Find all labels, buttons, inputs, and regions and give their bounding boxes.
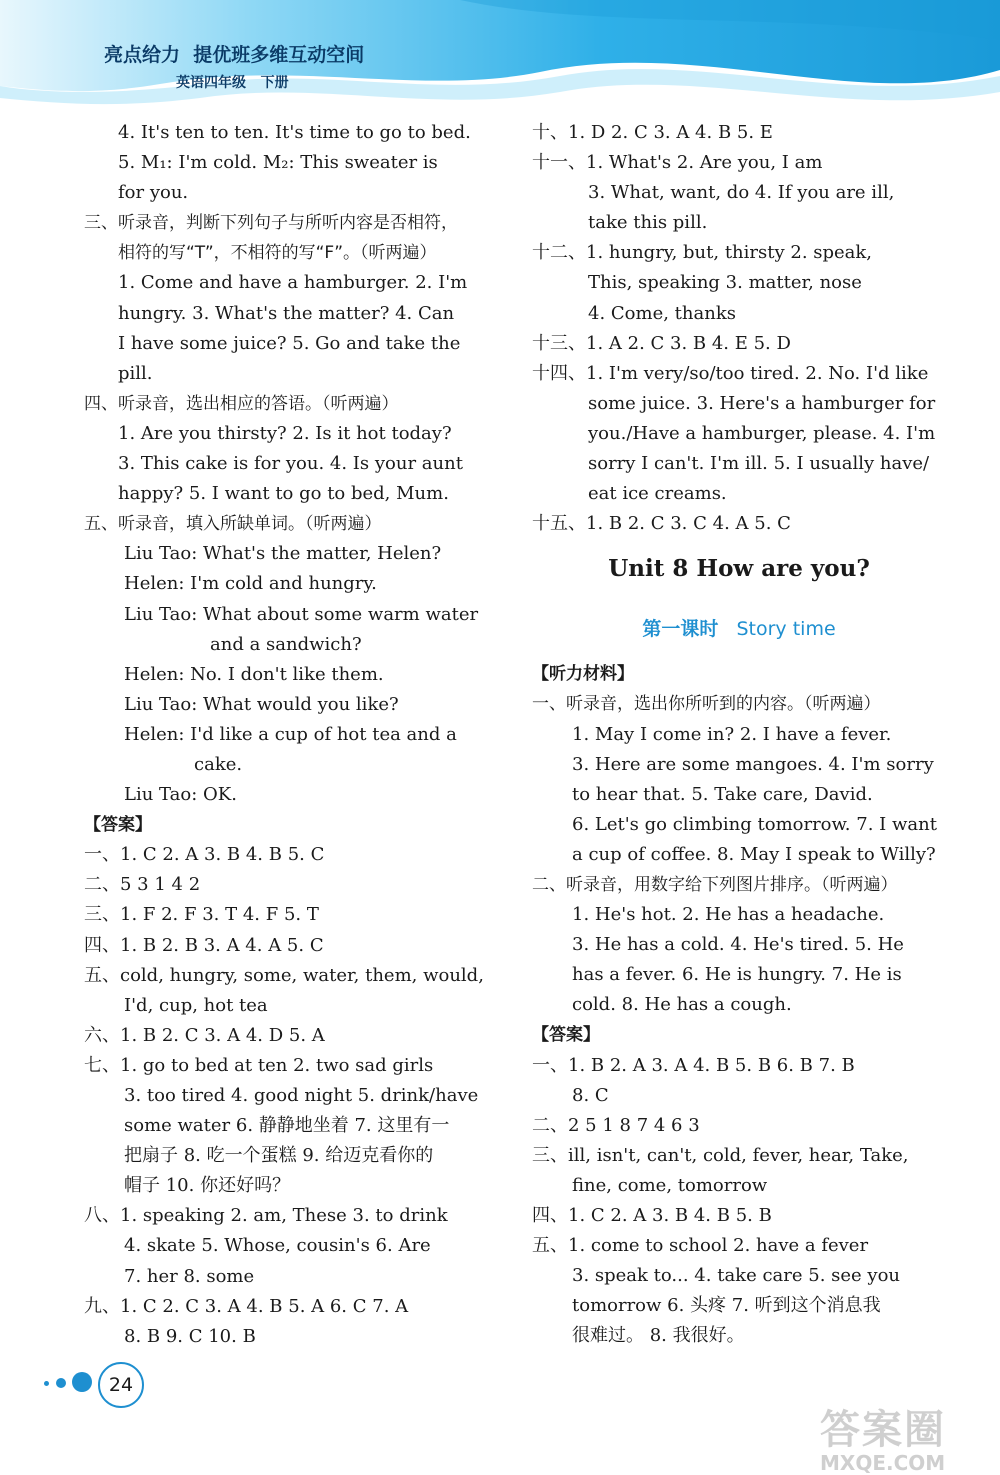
text-line: 1. He's hot. 2. He has a headache. [572, 904, 885, 926]
text-line: a cup of coffee. 8. May I speak to Willy? [572, 843, 936, 865]
lesson-name: Story time [736, 618, 836, 641]
left-column [84, 118, 494, 1352]
text-line: 3. Here are some mangoes. 4. I'm sorry [572, 753, 934, 775]
section-heading: 二、听录音，用数字给下列图片排序。（听两遍） [532, 874, 898, 895]
text-line: 6. Let's go climbing tomorrow. 7. I want [572, 813, 937, 835]
answer-line: 三、ill, isn't, can't, cold, fever, hear, Take, [532, 1144, 909, 1166]
text-line: hungry. 3. What's the matter? 4. Can [118, 302, 455, 324]
page-number: 24 [98, 1362, 144, 1408]
footer-dot [72, 1372, 92, 1392]
answer-line: 二、5 3 1 4 2 [84, 874, 201, 896]
answer-line: 二、2 5 1 8 7 4 6 3 [532, 1114, 700, 1136]
footer-dot [44, 1381, 49, 1386]
dialogue-line: Helen: I'd like a cup of hot tea and a [124, 723, 457, 745]
dialogue-line: Liu Tao: What about some warm water [124, 603, 479, 625]
lesson-number: 第一课时 [642, 618, 719, 641]
answer-heading: 【答案】 [532, 1025, 600, 1046]
unit-title: Unit 8 How are you? [608, 555, 870, 583]
answer-line: you./Have a hamburger, please. 4. I'm [588, 422, 936, 444]
answer-line: 四、1. C 2. A 3. B 4. B 5. B [532, 1205, 772, 1226]
footer-dot [56, 1378, 66, 1388]
text-line: for you. [118, 182, 189, 204]
dialogue-line: cake. [194, 753, 243, 775]
watermark-url: MXQE.COM [820, 1451, 946, 1475]
answer-line: 把扇子 8. 吃一个蛋糕 9. 给迈克看你的 [124, 1145, 434, 1167]
answer-line: 十、1. D 2. C 3. A 4. B 5. E [532, 122, 773, 143]
text-line: cold. 8. He has a cough. [572, 994, 792, 1016]
answer-line: take this pill. [588, 212, 708, 234]
text-line: 3. This cake is for you. 4. Is your aunt [118, 453, 463, 475]
section-heading: 一、听录音，选出你所听到的内容。（听两遍） [532, 694, 881, 715]
answer-line: 十四、1. I'm very/so/too tired. 2. No. I'd like [532, 362, 929, 384]
watermark [820, 1398, 946, 1475]
answer-line: 帽子 10. 你还好吗？ [124, 1175, 291, 1197]
answer-line: 八、1. speaking 2. am, These 3. to drink [84, 1205, 448, 1227]
answer-line: 3. too tired 4. good night 5. drink/have [124, 1085, 479, 1106]
dialogue-line: Helen: I'm cold and hungry. [124, 573, 377, 595]
answer-line: fine, come, tomorrow [572, 1174, 768, 1196]
answer-line: 很难过。 8. 我很好。 [572, 1325, 745, 1347]
answer-line: 8. C [572, 1084, 609, 1106]
answer-line: 五、1. come to school 2. have a fever [532, 1235, 869, 1257]
answer-line: 十一、1. What's 2. Are you, I am [532, 152, 823, 174]
answer-line: 3. What, want, do 4. If you are ill, [588, 182, 895, 204]
answer-heading: 【答案】 [84, 815, 152, 836]
answer-line: some water 6. 静静地坐着 7. 这里有一 [124, 1115, 450, 1137]
dialogue-line: and a sandwich? [210, 633, 362, 655]
text-line: 5. M₁: I'm cold. M₂: This sweater is [118, 152, 438, 174]
text-line: has a fever. 6. He is hungry. 7. He is [572, 964, 902, 986]
answer-line: some juice. 3. Here's a hamburger for [588, 392, 936, 414]
answer-line: 7. her 8. some [124, 1265, 255, 1287]
text-line: 3. He has a cold. 4. He's tired. 5. He [572, 934, 904, 956]
text-line: happy? 5. I want to go to bed, Mum. [118, 483, 449, 505]
answer-line: 十五、1. B 2. C 3. C 4. A 5. C [532, 513, 791, 535]
listening-heading: 【听力材料】 [532, 664, 634, 685]
answer-line: eat ice creams. [588, 483, 727, 505]
answer-line: tomorrow 6. 头疼 7. 听到这个消息我 [572, 1295, 881, 1317]
answer-line: 九、1. C 2. C 3. A 4. B 5. A 6. C 7. A [84, 1295, 409, 1317]
section-heading: 三、听录音，判断下列句子与所听内容是否相符， [84, 213, 458, 234]
dialogue-line: Liu Tao: What would you like? [124, 693, 399, 715]
text-line: 1. Come and have a hamburger. 2. I'm [118, 272, 468, 294]
section-heading: 四、听录音，选出相应的答语。（听两遍） [84, 393, 399, 414]
text-line: 1. May I come in? 2. I have a fever. [572, 723, 892, 745]
dialogue-line: Helen: No. I don't like them. [124, 663, 384, 685]
answer-line: I'd, cup, hot tea [124, 994, 268, 1016]
lesson-title [532, 599, 946, 659]
text-line: pill. [118, 362, 153, 384]
answer-line: 3. speak to... 4. take care 5. see you [572, 1265, 900, 1287]
right-column [532, 118, 946, 1351]
text-line: 4. It's ten to ten. It's time to go to bed. [118, 122, 471, 143]
section-heading: 五、听录音，填入所缺单词。（听两遍） [84, 514, 382, 535]
text-line: I have some juice? 5. Go and take the [118, 332, 461, 354]
answer-line: 十三、1. A 2. C 3. B 4. E 5. D [532, 332, 791, 354]
dialogue-line: Liu Tao: OK. [124, 784, 237, 806]
answer-line: sorry I can't. I'm ill. 5. I usually have/ [588, 453, 930, 475]
page-header [0, 0, 1000, 112]
answer-line: 六、1. B 2. C 3. A 4. D 5. A [84, 1024, 325, 1046]
answer-line: 五、cold, hungry, some, water, them, would, [84, 964, 484, 986]
answer-line: 七、1. go to bed at ten 2. two sad girls [84, 1054, 434, 1076]
text-line: 1. Are you thirsty? 2. Is it hot today? [118, 422, 452, 444]
header-title: 亮点给力 提优班多维互动空间 [104, 44, 365, 66]
answer-line: 四、1. B 2. B 3. A 4. A 5. C [84, 934, 324, 956]
answer-line: 三、1. F 2. F 3. T 4. F 5. T [84, 904, 319, 926]
answer-line: 4. skate 5. Whose, cousin's 6. Are [124, 1235, 431, 1257]
answer-line: 8. B 9. C 10. B [124, 1325, 256, 1347]
dialogue-line: Liu Tao: What's the matter, Helen? [124, 543, 442, 565]
header-subtitle: 英语四年级 下册 [176, 75, 289, 91]
answer-line: 一、1. B 2. A 3. A 4. B 5. B 6. B 7. B [532, 1054, 855, 1076]
text-line: to hear that. 5. Take care, David. [572, 783, 873, 805]
answer-line: 十二、1. hungry, but, thirsty 2. speak, [532, 242, 873, 264]
section-heading: 相符的写“T”，不相符的写“F”。（听两遍） [118, 243, 437, 264]
answer-line: 4. Come, thanks [588, 302, 736, 324]
answer-line: This, speaking 3. matter, nose [588, 272, 862, 294]
watermark-logo: 答案圈 [820, 1407, 946, 1453]
answer-line: 一、1. C 2. A 3. B 4. B 5. C [84, 844, 325, 866]
